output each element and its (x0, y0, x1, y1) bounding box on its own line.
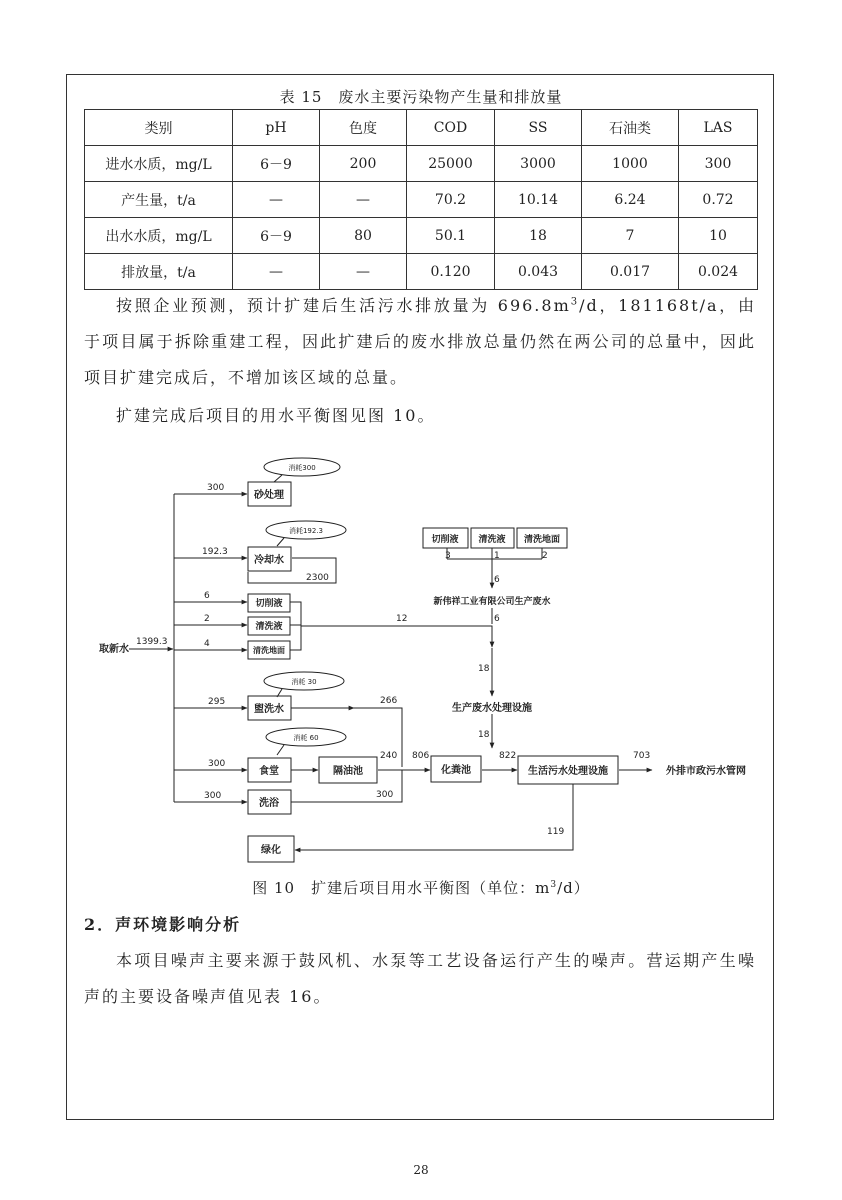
page-number: 28 (413, 1163, 429, 1177)
flow-label: 266 (380, 696, 398, 706)
node-outlet: 外排市政污水管网 (666, 766, 746, 777)
table-cell: 0.72 (679, 182, 758, 218)
source-label: 取新水 (99, 644, 129, 655)
caption-text: /d） (557, 879, 590, 897)
table-cell: 产生量，t/a (85, 182, 233, 218)
table-cell: 3000 (495, 146, 582, 182)
node-septic-tank: 化粪池 (441, 765, 471, 776)
table-cell: 7 (582, 218, 679, 254)
flow-label: 822 (499, 751, 517, 761)
table-row (85, 254, 758, 290)
flow-label: 192.3 (202, 547, 228, 557)
table-header-cell: LAS (679, 110, 758, 146)
caption-text: 图 10 扩建后项目用水平衡图（单位：m (252, 879, 551, 897)
table-header-cell: 石油类 (582, 110, 679, 146)
table-row (85, 146, 758, 182)
node-x-cleaning: 清洗液 (478, 535, 506, 545)
table-cell: 6.24 (582, 182, 679, 218)
table-cell: 6－9 (233, 146, 320, 182)
node-xwx-wastewater: 新伟祥工业有限公司生产废水 (433, 597, 551, 607)
flow-label: 3 (445, 551, 451, 561)
flow-label: 300 (208, 759, 226, 769)
consumption-label: 消耗192.3 (288, 527, 324, 535)
flow-label: 6 (494, 575, 500, 585)
figure-caption (0, 877, 842, 898)
node-bath: 洗浴 (259, 798, 279, 809)
table-cell: 200 (320, 146, 407, 182)
table-cell: 80 (320, 218, 407, 254)
water-balance-diagram (84, 452, 764, 872)
flow-label: 2 (204, 614, 210, 624)
flow-label: 6 (494, 614, 500, 624)
paragraph-text: /d，181168t/a，由于项目属于拆除重建工程，因此扩建后的废水排放总量仍然在两公司的总量中，因此项目扩建完成后，不增加该区域的总量。 (84, 296, 756, 387)
paragraph-discharge (84, 288, 756, 396)
consumption-label: 消耗 60 (293, 734, 319, 742)
table-cell: 6－9 (233, 218, 320, 254)
table-header-cell: COD (407, 110, 495, 146)
table-cell: 进水水质，mg/L (85, 146, 233, 182)
superscript: 3 (550, 880, 558, 890)
table-cell: 300 (679, 146, 758, 182)
flow-label: 806 (412, 751, 430, 761)
superscript: 3 (570, 296, 580, 308)
node-greening: 绿化 (261, 845, 281, 856)
table-cell: — (233, 182, 320, 218)
node-wash-water: 盥洗水 (254, 704, 284, 715)
node-domestic-treatment: 生活污水处理设施 (528, 766, 608, 777)
table-cell: 50.1 (407, 218, 495, 254)
table-cell: 10.14 (495, 182, 582, 218)
table-row (85, 218, 758, 254)
flow-label: 295 (208, 697, 226, 707)
table-cell: 1000 (582, 146, 679, 182)
table-cell: 0.043 (495, 254, 582, 290)
node-x-floor: 清洗地面 (523, 535, 561, 545)
table-row (85, 182, 758, 218)
table-cell: — (320, 182, 407, 218)
consumption-label: 消耗300 (288, 464, 316, 472)
flow-label: 300 (376, 790, 394, 800)
table-cell: 0.024 (679, 254, 758, 290)
flow-label: 1399.3 (136, 637, 168, 647)
flow-label: 18 (478, 664, 490, 674)
table-cell: 0.120 (407, 254, 495, 290)
node-cleaning-fluid: 清洗液 (255, 622, 283, 632)
flow-label: 119 (547, 827, 565, 837)
table-header-cell: 类别 (85, 110, 233, 146)
flow-label: 300 (204, 791, 222, 801)
flow-label: 300 (207, 483, 225, 493)
node-canteen: 食堂 (259, 766, 279, 777)
flow-label: 12 (396, 614, 408, 624)
table-cell: 出水水质，mg/L (85, 218, 233, 254)
flow-label: 4 (204, 639, 210, 649)
node-cutting-fluid: 切削液 (255, 599, 283, 609)
table-cell: 25000 (407, 146, 495, 182)
table-cell: 18 (495, 218, 582, 254)
paragraph-noise: 本项目噪声主要来源于鼓风机、水泵等工艺设备运行产生的噪声。营运期产生噪声的主要设备噪声值见表 16。 (84, 951, 756, 1006)
table-header-cell: pH (233, 110, 320, 146)
table-cell: 10 (679, 218, 758, 254)
flow-label: 2 (542, 551, 548, 561)
table-header-cell: 色度 (320, 110, 407, 146)
table-cell: — (233, 254, 320, 290)
table-cell: 0.017 (582, 254, 679, 290)
wastewater-table (84, 109, 758, 290)
table-cell: 70.2 (407, 182, 495, 218)
section-heading: 2．声环境影响分析 (84, 915, 242, 934)
paragraph-text: 按照企业预测，预计扩建后生活污水排放量为 696.8m (116, 296, 571, 315)
node-floor-cleaning: 清洗地面 (253, 646, 285, 655)
flow-label: 2300 (306, 573, 329, 583)
paragraph-figure-ref: 扩建完成后项目的用水平衡图见图 10。 (116, 406, 436, 425)
table-caption: 表 15 废水主要污染物产生量和排放量 (279, 88, 563, 106)
node-production-treatment: 生产废水处理设施 (452, 703, 532, 714)
node-cooling-water: 冷却水 (254, 555, 284, 566)
table-header-row (85, 110, 758, 146)
flow-label: 240 (380, 751, 398, 761)
node-sand-treatment: 砂处理 (254, 490, 284, 501)
table-cell: — (320, 254, 407, 290)
node-x-cutting: 切削液 (431, 535, 459, 545)
consumption-label: 消耗 30 (291, 678, 317, 686)
flow-label: 703 (633, 751, 651, 761)
table-cell: 排放量，t/a (85, 254, 233, 290)
flow-label: 1 (494, 551, 500, 561)
flow-label: 18 (478, 730, 490, 740)
node-oil-separator: 隔油池 (333, 766, 363, 777)
table-header-cell: SS (495, 110, 582, 146)
flow-label: 6 (204, 591, 210, 601)
